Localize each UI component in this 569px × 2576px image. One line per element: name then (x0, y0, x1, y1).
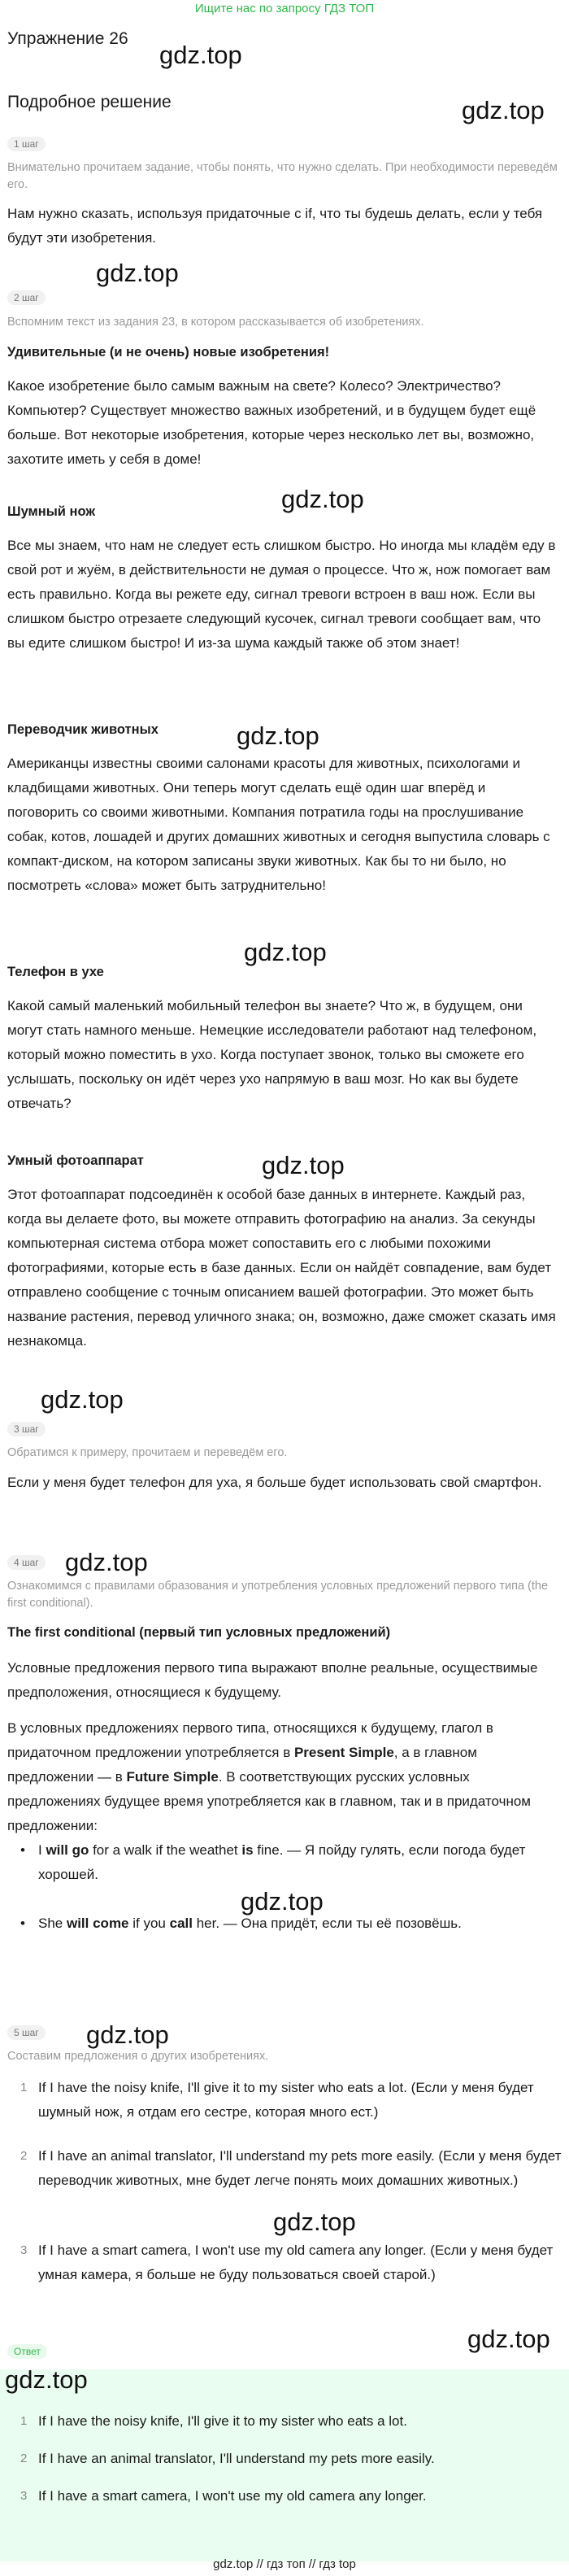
text-heading: Переводчик животных (7, 722, 159, 737)
text-paragraph: Какой самый маленький мобильный телефон вы знаете? Что ж, в будущем, они могут стать намного меньше. Немецкие исследователи работают над телефоном, который можно поместить в ухо. Когда поступает звонок, только вы сможете его услышать, поскольку он идёт через ухо напрямую в ваш мозг. Но как вы будете отвечать? (7, 998, 537, 1111)
watermark: gdz.top (237, 721, 319, 750)
list-item: 2 If I have an animal translator, I'll understand my pets more easily. (Если у меня будет переводчик животных, мне будет легче понять моих домашних животных.) (20, 2148, 562, 2188)
text-paragraph: Американцы известны своими салонами красоты для животных, психологами и кладбищами животных. Они теперь могут сделать ещё один шаг вперёд и поговорить со своими животными. Компания потратила годы на прослушивание собак, котов, лошадей и других домашних животных и сегодня выпустила словарь с компакт-диском, на котором записаны звуки животных. Как бы то ни было, но посмотреть «слова» может быть затруднительно! (7, 756, 550, 893)
footer-links[interactable]: gdz.top // гдз топ // гдз top (213, 2557, 356, 2571)
step-badge: 2 шаг (7, 290, 46, 305)
top-banner[interactable]: Ищите нас по запросу ГДЗ ТОП (194, 2, 375, 15)
step-hint: Обратимся к примеру, прочитаем и переведём его. (7, 1446, 288, 1459)
example-bullet: • I will go for a walk if the weathet is fine. — Я пойду гулять, если погода будет хорошей. (20, 1842, 526, 1882)
watermark: gdz.top (86, 2020, 169, 2049)
watermark: gdz.top (5, 2365, 88, 2394)
step-hint: Составим предложения о других изобретениях. (7, 2050, 269, 2063)
watermark: gdz.top (96, 259, 179, 287)
text-heading: Умный фотоаппарат (7, 1153, 144, 1168)
step-badge: 4 шаг (7, 1555, 46, 1570)
section-subtitle: Подробное решение (7, 93, 172, 111)
step-badge: 1 шаг (7, 137, 46, 151)
list-item: 1 If I have the noisy knife, I'll give it to my sister who eats a lot. (Если у меня будет шумный нож, я отдам его сестре, которая много ест.) (20, 2080, 534, 2120)
watermark: gdz.top (281, 485, 364, 513)
rule-paragraph: В условных предложениях первого типа, относящихся к будущему, глагол в придаточном предложении употребляется в Present Simple, а в главном предложении — в Future Simple. В соответствующих русских условных предложениях будущее время употребляется как в главном, так и в придаточном предложении: (7, 1720, 531, 1833)
rule-paragraph: Условные предложения первого типа выражают вполне реальные, осуществимые предположения, относящиеся к будущему. (7, 1660, 538, 1700)
step-text: Если у меня будет телефон для уха, я больше будет использовать свой смартфон. (7, 1475, 542, 1490)
text-paragraph: Все мы знаем, что нам не следует есть слишком быстро. Но иногда мы кладём еду в свой рот и жуём, в действительности не думая о процессе. Что ж, нож помогает вам есть правильно. Когда вы режете еду, сигнал тревоги встроен в ваш нож. Если вы слишком быстро отрезаете следующий кусочек, сигнал тревоги сообщает вам, что вы едите слишком быстро! И из-за шума каждый также об этом знает! (7, 538, 556, 651)
step-badge: 5 шаг (7, 2025, 46, 2040)
answer-item: 1 If I have the noisy knife, I'll give it to my sister who eats a lot. (20, 2413, 407, 2429)
watermark: gdz.top (262, 1151, 345, 1179)
example-bullet: • She will come if you call her. — Она придёт, если ты её позовёшь. (20, 1916, 462, 1931)
text-heading: Удивительные (и не очень) новые изобретения! (7, 345, 330, 360)
list-item: 3 If I have a smart camera, I won't use my old camera any longer. (Если у меня будет умная камера, я больше не буду пользоваться своей старой.) (20, 2243, 554, 2282)
step-hint: Вспомним текст из задания 23, в котором рассказывается об изобретениях. (7, 316, 424, 329)
watermark: gdz.top (65, 1548, 148, 1576)
text-paragraph: Какое изобретение было самым важным на свете? Колесо? Электричество? Компьютер? Существует множество важных изобретений, и в будущем будет ещё больше. Вот некоторые изобретения, которые через несколько лет вы, возможно, захотите иметь у себя в доме! (7, 378, 536, 467)
step-hint: Внимательно прочитаем задание, чтобы понять, что нужно сделать. При необходимости переведём его. (7, 161, 558, 191)
step-hint: Ознакомимся с правилами образования и употребления условных предложений первого типа (the first conditional). (7, 1580, 549, 1610)
watermark: gdz.top (273, 2208, 356, 2236)
answer-badge: Ответ (7, 2344, 47, 2359)
step-badge: 3 шаг (7, 1422, 46, 1436)
watermark: gdz.top (462, 96, 545, 124)
watermark: gdz.top (159, 41, 242, 69)
answer-item: 3 If I have a smart camera, I won't use my old camera any longer. (20, 2488, 427, 2504)
watermark: gdz.top (241, 1887, 324, 1916)
answer-item: 2 If I have an animal translator, I'll understand my pets more easily. (20, 2451, 435, 2466)
watermark: gdz.top (41, 1385, 124, 1414)
text-heading: Телефон в ухе (7, 965, 104, 979)
watermark: gdz.top (467, 2325, 550, 2353)
text-paragraph: Этот фотоаппарат подсоединён к особой базе данных в интернете. Каждый раз, когда вы делаете фото, вы можете отправить фотографию на анализ. За секунды компьютерная система отбора может сопоставить его с любыми похожими фотографиями, которые есть в базе данных. Если он найдёт совпадение, вам будет отправлено сообщение с точным описанием вашей фотографии. Это может быть название растения, перевод уличного знака; он, возможно, даже сможет сказать имя незнакомца. (7, 1187, 556, 1349)
page-title: Упражнение 26 (7, 29, 128, 48)
watermark: gdz.top (244, 938, 327, 966)
step-text: Нам нужно сказать, используя придаточные с if, что ты будешь делать, если у тебя будут эти изобретения. (7, 206, 543, 246)
text-heading: The first conditional (первый тип условных предложений) (7, 1625, 391, 1640)
text-heading: Шумный нож (7, 504, 96, 519)
